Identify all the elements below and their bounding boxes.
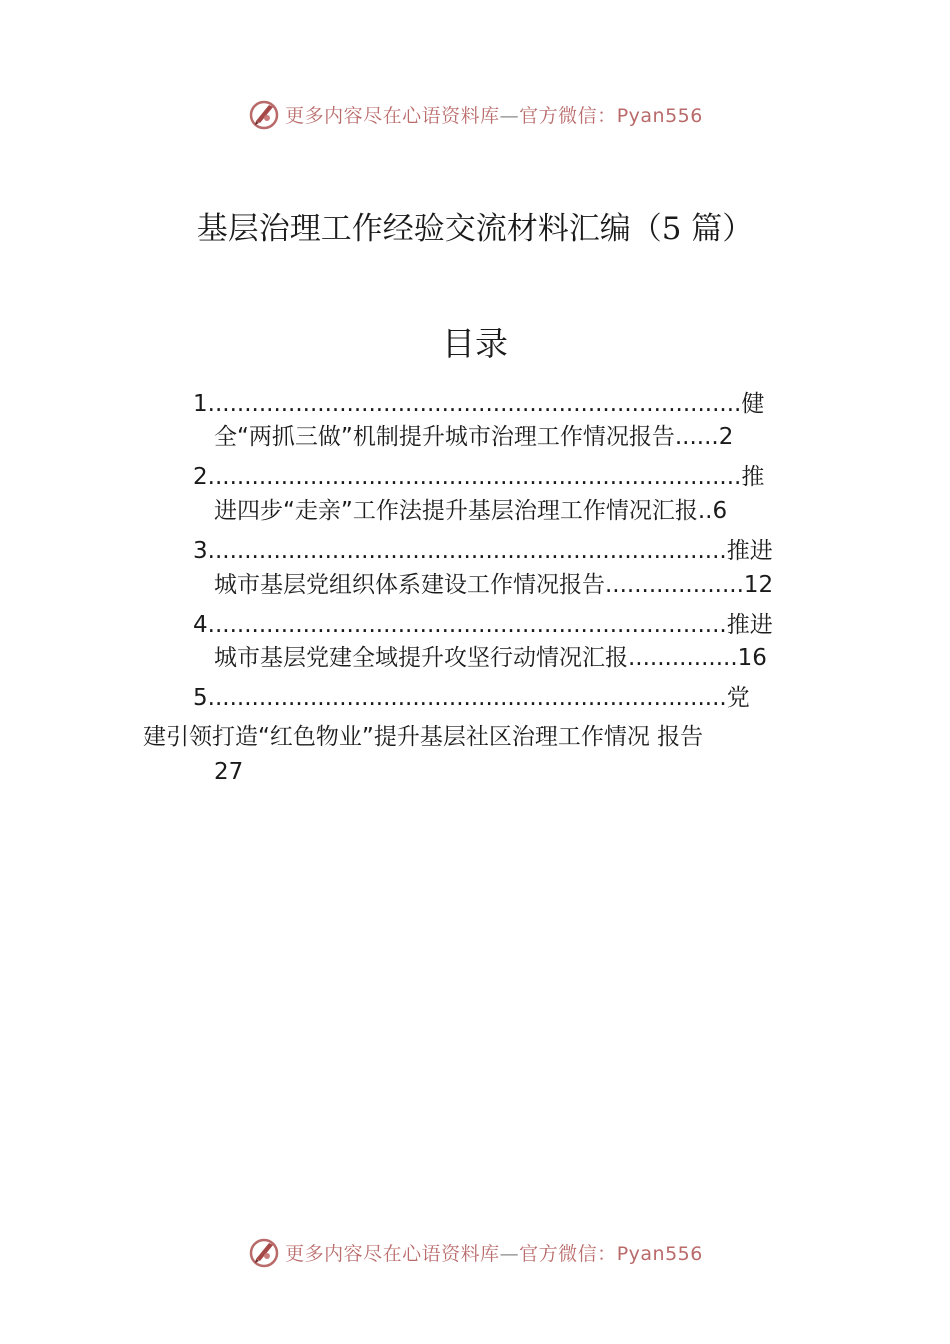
toc-entry-title-start: 推进 [726, 538, 773, 564]
watermark-wechat-id: Pyan556 [616, 104, 703, 127]
toc-entry-number: 5 [193, 685, 208, 711]
toc-entry-title: 城市基层党组织体系建设工作情况报告 [214, 572, 605, 598]
toc-page-dots: ................... [605, 572, 744, 598]
watermark-wechat-label: 官方微信： [519, 104, 617, 127]
toc-entry-title: 城市基层党建全域提升攻坚行动情况汇报 [214, 645, 628, 671]
toc-entry-title: 进四步“走亲”工作法提升基层治理工作情况汇报 [214, 498, 698, 524]
toc-page-number: 2 [718, 424, 734, 450]
toc-entry-5-line3[interactable] [214, 757, 243, 787]
watermark-wechat-id: Pyan556 [616, 1242, 703, 1265]
toc-entry-number: 4 [193, 612, 208, 638]
footer-watermark [0, 1232, 950, 1272]
toc-entry-1-line1[interactable] [193, 389, 764, 419]
toc-leader-dots: ......................................................................... [207, 464, 742, 490]
toc-page-number: 12 [743, 572, 774, 598]
pen-circle-logo-icon [247, 97, 281, 131]
toc-page-number: 16 [737, 645, 767, 671]
watermark-dash: — [499, 1242, 520, 1265]
toc-entry-number: 1 [193, 391, 208, 417]
toc-entry-1-line2[interactable] [214, 422, 733, 452]
toc-entry-title-start: 健 [741, 391, 765, 417]
toc-entry-title-start: 推 [741, 464, 765, 490]
watermark-text [285, 101, 703, 128]
toc-entry-title-start: 党 [726, 685, 750, 711]
toc-page-dots: ............... [628, 645, 738, 671]
watermark-dash: — [499, 104, 520, 127]
toc-entry-2-line2[interactable] [214, 496, 727, 526]
toc-leader-dots: ......................................................................... [207, 391, 742, 417]
toc-entry-title-start: 推进 [726, 612, 773, 638]
toc-entry-4-line1[interactable] [193, 610, 773, 640]
toc-entry-4-line2[interactable] [214, 643, 767, 673]
toc-page-number: 6 [712, 498, 728, 524]
toc-entry-3-line1[interactable] [193, 536, 773, 566]
toc-entry-number: 2 [193, 464, 208, 490]
toc-entry-3-line2[interactable] [214, 570, 773, 600]
watermark-site-text: 更多内容尽在心语资料库 [285, 1242, 500, 1265]
toc-entry-title: 全“两抓三做”机制提升城市治理工作情况报告 [214, 424, 675, 450]
toc-entry-2-line1[interactable] [193, 462, 764, 492]
toc-entry-title: 建引领打造“红色物业”提升基层社区治理工作情况 报告 [143, 724, 704, 750]
document-title: 基层治理工作经验交流材料汇编（5 篇） [196, 211, 754, 247]
toc-entry-5-line2[interactable] [143, 722, 703, 752]
toc-leader-dots: ....................................................................... [207, 612, 727, 638]
watermark-wechat-label: 官方微信： [519, 1242, 617, 1265]
toc-page-dots: ...... [674, 424, 719, 450]
toc-leader-dots: ....................................................................... [207, 538, 727, 564]
toc-page-dots: .. [697, 498, 713, 524]
watermark-site-text: 更多内容尽在心语资料库 [285, 104, 500, 127]
toc-heading: 目录 [442, 324, 508, 363]
toc-entry-number: 3 [193, 538, 208, 564]
watermark-text [285, 1239, 703, 1266]
pen-circle-logo-icon [247, 1235, 281, 1269]
toc-entry-5-line1[interactable] [193, 683, 750, 713]
header-watermark [0, 94, 950, 134]
toc-leader-dots: ....................................................................... [207, 685, 727, 711]
toc-page-number: 27 [214, 759, 244, 785]
